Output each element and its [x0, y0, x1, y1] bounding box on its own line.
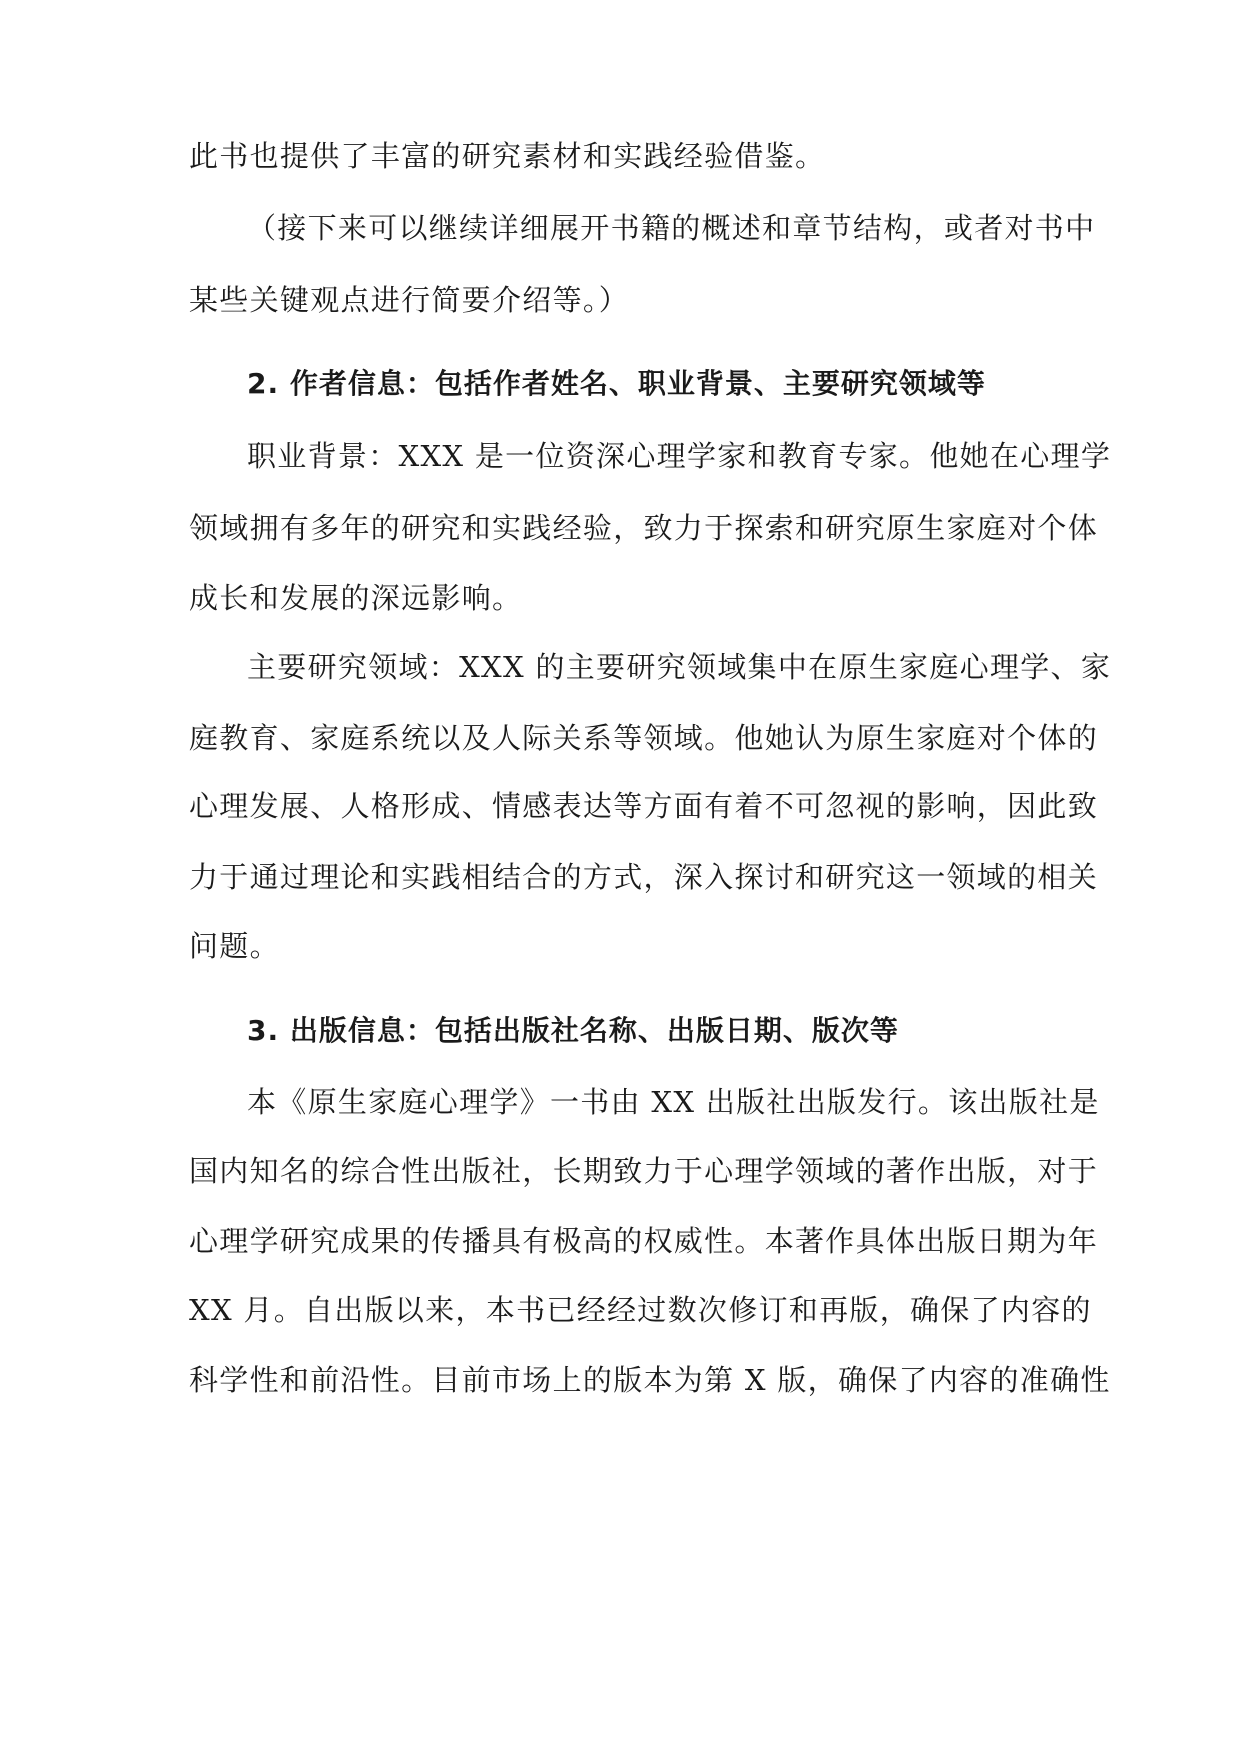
- paragraph-line: 职业背景：XXX 是一位资深心理学家和教育专家。他她在心理学: [247, 439, 1112, 473]
- paragraph-line: 领域拥有多年的研究和实践经验，致力于探索和研究原生家庭对个体: [189, 511, 1099, 545]
- paragraph-line: 本《原生家庭心理学》一书由 XX 出版社出版发行。该出版社是: [247, 1085, 1100, 1119]
- section-heading-publication: 3. 出版信息：包括出版社名称、出版日期、版次等: [247, 1014, 899, 1047]
- paragraph-line: 某些关键观点进行简要介绍等。）: [189, 283, 630, 317]
- paragraph-line: 国内知名的综合性出版社，长期致力于心理学领域的著作出版，对于: [189, 1154, 1099, 1188]
- paragraph-line: XX 月。自出版以来，本书已经经过数次修订和再版，确保了内容的: [189, 1293, 1092, 1327]
- paragraph-line: 力于通过理论和实践相结合的方式，深入探讨和研究这一领域的相关: [189, 860, 1099, 894]
- paragraph-line: 此书也提供了丰富的研究素材和实践经验借鉴。: [189, 139, 826, 173]
- paragraph-line: 主要研究领域：XXX 的主要研究领域集中在原生家庭心理学、家: [247, 650, 1112, 684]
- paragraph-line: 成长和发展的深远影响。: [189, 581, 523, 615]
- paragraph-line: 心理发展、人格形成、情感表达等方面有着不可忽视的影响，因此致: [189, 789, 1099, 823]
- paragraph-line: 庭教育、家庭系统以及人际关系等领域。他她认为原生家庭对个体的: [189, 721, 1099, 755]
- section-heading-author: 2. 作者信息：包括作者姓名、职业背景、主要研究领域等: [247, 367, 986, 400]
- paragraph-line: 心理学研究成果的传播具有极高的权威性。本著作具体出版日期为年: [189, 1224, 1099, 1258]
- paragraph-line: 科学性和前沿性。目前市场上的版本为第 X 版，确保了内容的准确性: [189, 1363, 1111, 1397]
- paragraph-line: （接下来可以继续详细展开书籍的概述和章节结构，或者对书中: [247, 211, 1096, 245]
- paragraph-line: 问题。: [189, 929, 280, 963]
